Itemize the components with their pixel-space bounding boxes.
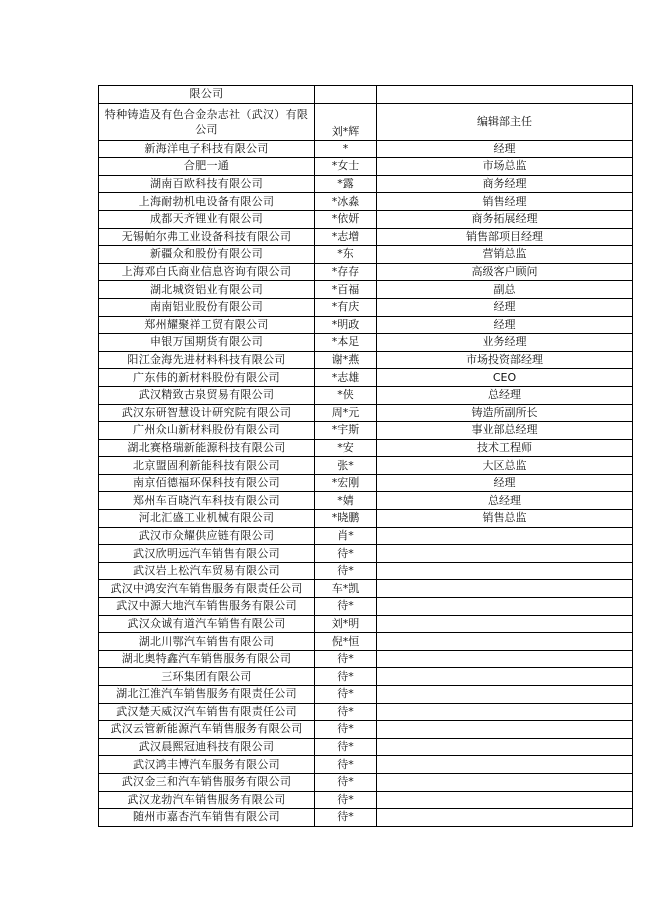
table-row — [99, 439, 633, 457]
table-row — [99, 721, 633, 739]
title-cell: 大区总监 — [377, 457, 633, 475]
contact-sheet — [98, 85, 632, 827]
company-cell: 湖北城资铝业有限公司 — [99, 281, 315, 299]
person-cell: 待* — [315, 650, 377, 668]
company-cell: 新疆众和股份有限公司 — [99, 246, 315, 264]
title-cell: 高级客户顾问 — [377, 263, 633, 281]
company-cell: 北京盟固利新能科技有限公司 — [99, 457, 315, 475]
title-cell: 技术工程师 — [377, 439, 633, 457]
title-cell — [377, 562, 633, 580]
title-cell — [377, 686, 633, 704]
table-row — [99, 404, 633, 422]
person-cell: 待* — [315, 545, 377, 563]
person-cell: 待* — [315, 773, 377, 791]
company-cell: 三环集团有限公司 — [99, 668, 315, 686]
title-cell: 业务经理 — [377, 334, 633, 352]
title-cell — [377, 773, 633, 791]
company-cell: 新海洋电子科技有限公司 — [99, 140, 315, 158]
person-cell: *宏刚 — [315, 474, 377, 492]
title-cell: 商务经理 — [377, 175, 633, 193]
table-row — [99, 103, 633, 140]
company-cell: 特种铸造及有色合金杂志社（武汉）有限公司 — [99, 103, 315, 140]
title-cell: 商务拓展经理 — [377, 210, 633, 228]
company-cell: 武汉云管新能源汽车销售服务有限公司 — [99, 721, 315, 739]
table-row — [99, 791, 633, 809]
table-row — [99, 316, 633, 334]
person-cell: *冰淼 — [315, 193, 377, 211]
table-row — [99, 86, 633, 104]
person-cell: 待* — [315, 562, 377, 580]
title-cell — [377, 527, 633, 545]
person-cell: 车*凯 — [315, 580, 377, 598]
table-row — [99, 175, 633, 193]
title-cell: 市场总监 — [377, 158, 633, 176]
title-cell: 编辑部主任 — [377, 103, 633, 140]
company-cell: 湖南百欧科技有限公司 — [99, 175, 315, 193]
title-cell — [377, 86, 633, 104]
title-cell: 经理 — [377, 316, 633, 334]
title-cell: 营销总监 — [377, 246, 633, 264]
person-cell: *有庆 — [315, 298, 377, 316]
title-cell: 铸造所副所长 — [377, 404, 633, 422]
title-cell: 销售经理 — [377, 193, 633, 211]
table-row — [99, 351, 633, 369]
company-cell: 上海耐勃机电设备有限公司 — [99, 193, 315, 211]
table-row — [99, 140, 633, 158]
company-cell: 武汉龙勃汽车销售服务有限公司 — [99, 791, 315, 809]
company-cell: 武汉金三和汽车销售服务有限公司 — [99, 773, 315, 791]
table-row — [99, 598, 633, 616]
person-cell: 肖* — [315, 527, 377, 545]
table-row — [99, 545, 633, 563]
title-cell — [377, 791, 633, 809]
title-cell: 市场投资部经理 — [377, 351, 633, 369]
person-cell: 待* — [315, 791, 377, 809]
person-cell: *宇斯 — [315, 422, 377, 440]
table-row — [99, 738, 633, 756]
table-row — [99, 334, 633, 352]
person-cell: *明政 — [315, 316, 377, 334]
title-cell — [377, 756, 633, 774]
company-cell: 武汉鸿丰博汽车服务有限公司 — [99, 756, 315, 774]
company-cell: 武汉岩上松汽车贸易有限公司 — [99, 562, 315, 580]
table-row — [99, 686, 633, 704]
person-cell: 刘*辉 — [315, 103, 377, 140]
company-cell: 随州市嘉杏汽车销售有限公司 — [99, 809, 315, 827]
table-row — [99, 228, 633, 246]
company-cell: 武汉众诚有道汽车销售有限公司 — [99, 615, 315, 633]
table-row — [99, 422, 633, 440]
table-row — [99, 615, 633, 633]
person-cell: *安 — [315, 439, 377, 457]
title-cell — [377, 598, 633, 616]
table-row — [99, 298, 633, 316]
company-cell: 武汉东研智慧设计研究院有限公司 — [99, 404, 315, 422]
title-cell: 副总 — [377, 281, 633, 299]
table-row — [99, 527, 633, 545]
title-cell — [377, 615, 633, 633]
title-cell: 总经理 — [377, 492, 633, 510]
title-cell — [377, 703, 633, 721]
table-row — [99, 580, 633, 598]
title-cell: 总经理 — [377, 386, 633, 404]
company-cell: 武汉中源大地汽车销售服务有限公司 — [99, 598, 315, 616]
person-cell: 谢*燕 — [315, 351, 377, 369]
company-cell: 成都天齐锂业有限公司 — [99, 210, 315, 228]
company-cell: 湖北川鄂汽车销售有限公司 — [99, 633, 315, 651]
person-cell: 待* — [315, 686, 377, 704]
person-cell: *依妍 — [315, 210, 377, 228]
person-cell: *晓鹏 — [315, 510, 377, 528]
company-cell: 郑州车百晓汽车科技有限公司 — [99, 492, 315, 510]
company-cell: 湖北江淮汽车销售服务有限责任公司 — [99, 686, 315, 704]
person-cell: *东 — [315, 246, 377, 264]
table-row — [99, 263, 633, 281]
table-row — [99, 193, 633, 211]
person-cell: 周*元 — [315, 404, 377, 422]
company-cell: 武汉市众耀供应链有限公司 — [99, 527, 315, 545]
title-cell: 经理 — [377, 298, 633, 316]
person-cell: *露 — [315, 175, 377, 193]
company-cell: 武汉精致古泉贸易有限公司 — [99, 386, 315, 404]
company-cell: 合肥一通 — [99, 158, 315, 176]
person-cell: 倪*恒 — [315, 633, 377, 651]
table-row — [99, 809, 633, 827]
title-cell: CEO — [377, 369, 633, 387]
person-cell: *志雄 — [315, 369, 377, 387]
table-row — [99, 510, 633, 528]
company-cell: 武汉楚天威汉汽车销售有限责任公司 — [99, 703, 315, 721]
title-cell — [377, 721, 633, 739]
company-cell: 南京佰德福环保科技有限公司 — [99, 474, 315, 492]
company-cell: 湖北奥特鑫汽车销售服务有限公司 — [99, 650, 315, 668]
title-cell — [377, 809, 633, 827]
person-cell: *本足 — [315, 334, 377, 352]
table-row — [99, 492, 633, 510]
table-row — [99, 210, 633, 228]
title-cell: 销售部项目经理 — [377, 228, 633, 246]
person-cell: *侠 — [315, 386, 377, 404]
company-cell: 武汉欣明远汽车销售有限公司 — [99, 545, 315, 563]
person-cell: 待* — [315, 721, 377, 739]
person-cell: 待* — [315, 703, 377, 721]
title-cell — [377, 545, 633, 563]
company-cell: 无锡帕尔弗工业设备科技有限公司 — [99, 228, 315, 246]
table-row — [99, 158, 633, 176]
person-cell: 待* — [315, 668, 377, 686]
table-row — [99, 650, 633, 668]
title-cell — [377, 668, 633, 686]
table-row — [99, 246, 633, 264]
company-cell: 申银万国期货有限公司 — [99, 334, 315, 352]
title-cell: 销售总监 — [377, 510, 633, 528]
table-row — [99, 386, 633, 404]
company-cell: 南南铝业股份有限公司 — [99, 298, 315, 316]
table-row — [99, 474, 633, 492]
person-cell — [315, 86, 377, 104]
table-row — [99, 457, 633, 475]
person-cell: * — [315, 140, 377, 158]
contact-table-body — [99, 86, 633, 827]
title-cell: 事业部总经理 — [377, 422, 633, 440]
title-cell — [377, 650, 633, 668]
person-cell: 刘*明 — [315, 615, 377, 633]
person-cell: 待* — [315, 756, 377, 774]
person-cell: 待* — [315, 809, 377, 827]
company-cell: 湖北赛格瑞新能源科技有限公司 — [99, 439, 315, 457]
company-cell: 河北汇盛工业机械有限公司 — [99, 510, 315, 528]
person-cell: *志增 — [315, 228, 377, 246]
company-cell: 广东伟的新材料股份有限公司 — [99, 369, 315, 387]
table-row — [99, 562, 633, 580]
person-cell: 待* — [315, 738, 377, 756]
contact-table — [98, 85, 633, 827]
table-row — [99, 633, 633, 651]
title-cell — [377, 580, 633, 598]
company-cell: 武汉中鸿安汽车销售服务有限责任公司 — [99, 580, 315, 598]
table-row — [99, 668, 633, 686]
company-cell: 郑州耀聚祥工贸有限公司 — [99, 316, 315, 334]
title-cell — [377, 738, 633, 756]
company-cell: 阳江金海先进材料科技有限公司 — [99, 351, 315, 369]
table-row — [99, 703, 633, 721]
person-cell: *女士 — [315, 158, 377, 176]
person-cell: *百福 — [315, 281, 377, 299]
person-cell: *存存 — [315, 263, 377, 281]
title-cell: 经理 — [377, 474, 633, 492]
person-cell: 张* — [315, 457, 377, 475]
title-cell: 经理 — [377, 140, 633, 158]
table-row — [99, 369, 633, 387]
title-cell — [377, 633, 633, 651]
table-row — [99, 281, 633, 299]
person-cell: 待* — [315, 598, 377, 616]
company-cell: 上海邓白氏商业信息咨询有限公司 — [99, 263, 315, 281]
company-cell: 广州众山新材料股份有限公司 — [99, 422, 315, 440]
company-cell: 武汉晨熙冠迪科技有限公司 — [99, 738, 315, 756]
table-row — [99, 756, 633, 774]
person-cell: *婧 — [315, 492, 377, 510]
table-row — [99, 773, 633, 791]
company-cell: 限公司 — [99, 86, 315, 104]
